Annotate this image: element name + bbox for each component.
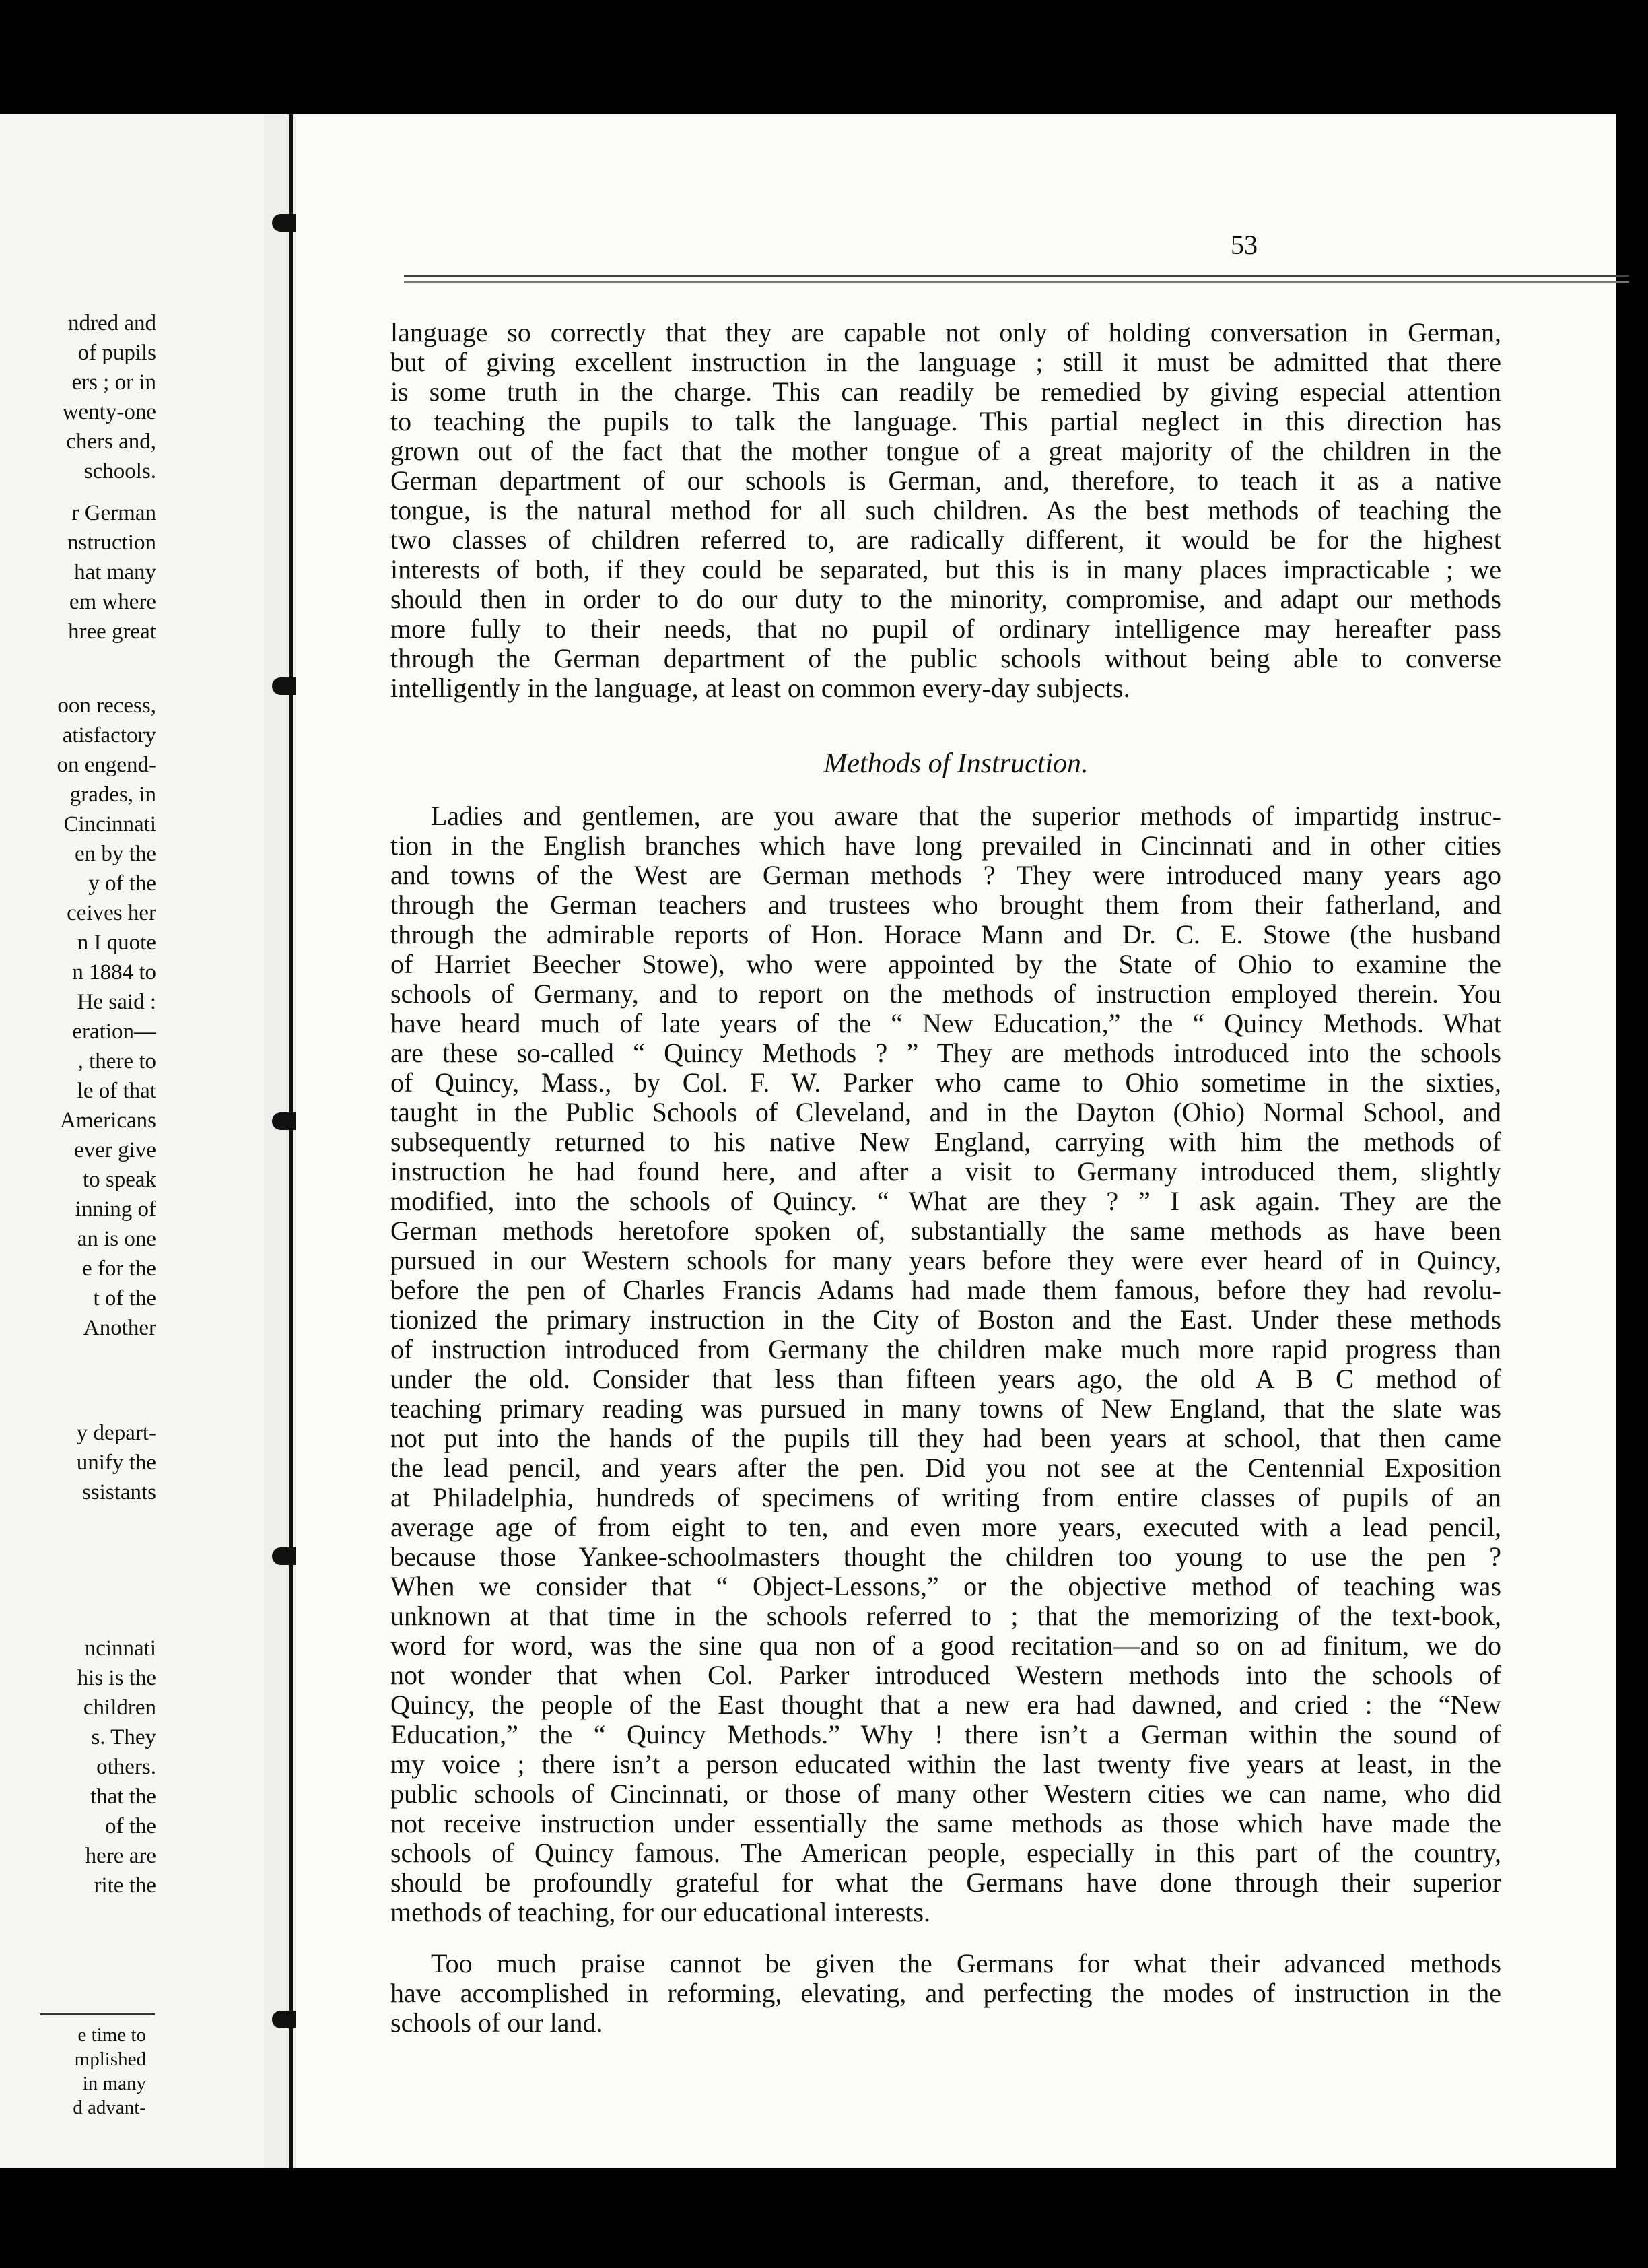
text-line: before the pen of Charles Francis Adams had made them famous, before they had revolu- bbox=[390, 1275, 1501, 1305]
text-line: Education,” the “ Quincy Methods.” Why ! there isn’t a German within the sound of bbox=[390, 1719, 1501, 1749]
text-line: because those Yankee-schoolmasters thought the children too young to use the pen ? bbox=[390, 1541, 1501, 1572]
left-page-line: em where bbox=[69, 590, 156, 614]
text-line: schools of our land. bbox=[390, 2007, 603, 2038]
left-page-line: atisfactory bbox=[62, 723, 156, 747]
left-page-line: le of that bbox=[77, 1079, 156, 1103]
text-line: of instruction introduced from Germany the children make much more rapid progress than bbox=[390, 1334, 1501, 1364]
left-page-line: nstruction bbox=[67, 531, 156, 555]
left-page-line: t of the bbox=[93, 1286, 156, 1310]
text-line: interests of both, if they could be separated, but this is in many places impracticable ; we bbox=[390, 554, 1501, 585]
left-page-line: children bbox=[83, 1696, 156, 1720]
left-page-line: He said : bbox=[77, 990, 156, 1014]
left-page-line: eration— bbox=[72, 1020, 156, 1044]
text-line: German methods heretofore spoken of, substantially the same methods as have been bbox=[390, 1215, 1501, 1246]
left-page-line: n I quote bbox=[77, 931, 156, 955]
text-line: not receive instruction under essentially the same methods as those which have made the bbox=[390, 1808, 1501, 1838]
text-line: Too much praise cannot be given the Germans for what their advanced methods bbox=[431, 1948, 1501, 1978]
text-line: When we consider that “ Object-Lessons,” or the objective method of teaching was bbox=[390, 1571, 1501, 1601]
text-line: tionized the primary instruction in the City of Boston and the East. Under these methods bbox=[390, 1304, 1501, 1335]
text-line: two classes of children referred to, are radically different, it would be for the highest bbox=[390, 525, 1501, 555]
left-page-line: chers and, bbox=[66, 430, 156, 454]
left-page-line: inning of bbox=[75, 1197, 156, 1222]
left-page-footnote-line: e time to bbox=[77, 2024, 146, 2046]
text-line: through the German teachers and trustees who brought them from their fatherland, and bbox=[390, 890, 1501, 920]
left-page-line: n 1884 to bbox=[72, 960, 156, 985]
text-line: average age of from eight to ten, and even more years, executed with a lead pencil, bbox=[390, 1512, 1501, 1542]
left-page-line: grades, in bbox=[69, 782, 156, 807]
text-line: to teaching the pupils to talk the language. This partial neglect in this direction has bbox=[390, 406, 1501, 436]
text-line: unknown at that time in the schools referred to ; that the memorizing of the text-book, bbox=[390, 1601, 1501, 1631]
left-page-line: Another bbox=[83, 1316, 156, 1340]
left-page-line: unify the bbox=[76, 1450, 156, 1475]
scan-border bbox=[0, 2168, 1648, 2268]
left-page-line: an is one bbox=[77, 1227, 156, 1251]
text-line: tion in the English branches which have long prevailed in Cincinnati and in other cities bbox=[390, 830, 1501, 861]
text-line: pursued in our Western schools for many years before they were ever heard of in Quincy, bbox=[390, 1245, 1501, 1275]
left-page-line: ndred and bbox=[67, 311, 156, 335]
left-page-line: that the bbox=[90, 1785, 156, 1809]
text-line: teaching primary reading was pursued in many towns of New England, that the slate was bbox=[390, 1393, 1501, 1424]
text-line: not put into the hands of the pupils till they had been years at school, that then came bbox=[390, 1423, 1501, 1453]
text-line: modified, into the schools of Quincy. “ What are they ? ” I ask again. They are the bbox=[390, 1186, 1501, 1216]
text-line: taught in the Public Schools of Cleveland, and in the Dayton (Ohio) Normal School, and bbox=[390, 1097, 1501, 1127]
text-line: instruction he had found here, and after a visit to Germany introduced them, slightly bbox=[390, 1156, 1501, 1187]
text-line: under the old. Consider that less than fifteen years ago, the old A B C method of bbox=[390, 1364, 1501, 1394]
text-line: Ladies and gentlemen, are you aware that the superior methods of impartidg instruc- bbox=[431, 801, 1501, 831]
header-rule bbox=[404, 281, 1629, 283]
left-page-line: y depart- bbox=[76, 1421, 156, 1445]
binding-line bbox=[289, 114, 293, 2168]
text-line: through the admirable reports of Hon. Horace Mann and Dr. C. E. Stowe (the husband bbox=[390, 919, 1501, 949]
left-page-line: ers ; or in bbox=[71, 370, 156, 395]
text-line: intelligently in the language, at least on common every-day subjects. bbox=[390, 673, 1130, 703]
previous-page-fragment bbox=[0, 114, 264, 2168]
text-line: should be profoundly grateful for what the Germans have done through their superior bbox=[390, 1867, 1501, 1898]
left-page-line: Cincinnati bbox=[63, 812, 156, 836]
text-line: have accomplished in reforming, elevating, and perfecting the modes of instruction in the bbox=[390, 1978, 1501, 2008]
left-page-line: ceives her bbox=[67, 901, 156, 925]
text-line: more fully to their needs, that no pupil of ordinary intelligence may hereafter pass bbox=[390, 613, 1501, 644]
text-line: my voice ; there isn’t a person educated within the last twenty five years at least, in the bbox=[390, 1749, 1501, 1779]
left-page-line: schools. bbox=[83, 459, 156, 483]
text-line: should then in order to do our duty to the minority, compromise, and adapt our methods bbox=[390, 584, 1501, 614]
left-page-line: e for the bbox=[82, 1257, 156, 1281]
text-line: through the German department of the public schools without being able to converse bbox=[390, 643, 1501, 673]
left-page-line: others. bbox=[96, 1755, 156, 1779]
left-page-line: ever give bbox=[74, 1138, 156, 1162]
left-page-line: hat many bbox=[74, 560, 156, 585]
left-page-line: wenty-one bbox=[62, 400, 156, 424]
left-page-line: on engend- bbox=[57, 753, 156, 777]
text-line: schools of Quincy famous. The American people, especially in this part of the country, bbox=[390, 1838, 1501, 1868]
left-page-line: , there to bbox=[77, 1049, 156, 1073]
text-line: schools of Germany, and to report on the methods of instruction employed therein. You bbox=[390, 978, 1501, 1009]
text-line: have heard much of late years of the “ New Education,” the “ Quincy Methods. What bbox=[390, 1008, 1501, 1038]
left-page-line: hree great bbox=[68, 620, 156, 644]
text-line: subsequently returned to his native New England, carrying with him the methods of bbox=[390, 1127, 1501, 1157]
header-rule bbox=[404, 275, 1629, 277]
text-line: methods of teaching, for our educational interests. bbox=[390, 1897, 930, 1927]
section-heading: Methods of Instruction. bbox=[823, 748, 1089, 779]
text-line: word for word, was the sine qua non of a good recitation—and so on ad finitum, we do bbox=[390, 1630, 1501, 1661]
text-line: public schools of Cincinnati, or those of many other Western cities we can name, who did bbox=[390, 1778, 1501, 1809]
left-page-footnote-line: in many bbox=[82, 2073, 146, 2094]
left-page-line: ssistants bbox=[81, 1480, 156, 1504]
text-line: German department of our schools is German, and, therefore, to teach it as a native bbox=[390, 465, 1501, 496]
left-page-line: s. They bbox=[91, 1725, 156, 1749]
left-page-line: of pupils bbox=[77, 341, 156, 365]
text-line: but of giving excellent instruction in the language ; still it must be admitted that there bbox=[390, 347, 1501, 377]
left-page-line: to speak bbox=[82, 1168, 156, 1192]
text-line: tongue, is the natural method for all such children. As the best methods of teaching the bbox=[390, 495, 1501, 525]
left-page-line: of the bbox=[104, 1814, 156, 1838]
page-number: 53 bbox=[1231, 230, 1258, 260]
left-page-line: ncinnati bbox=[84, 1636, 156, 1661]
text-line: the lead pencil, and years after the pen. Did you not see at the Centennial Exposition bbox=[390, 1453, 1501, 1483]
left-page-line: rite the bbox=[94, 1873, 156, 1898]
document-page bbox=[296, 114, 1616, 2168]
text-line: of Quincy, Mass., by Col. F. W. Parker who came to Ohio sometime in the sixties, bbox=[390, 1067, 1501, 1098]
left-page-line: Americans bbox=[60, 1108, 156, 1133]
text-line: Quincy, the people of the East thought that a new era had dawned, and cried : the “New bbox=[390, 1690, 1501, 1720]
left-page-line: r German bbox=[71, 501, 156, 525]
text-line: at Philadelphia, hundreds of specimens of writing from entire classes of pupils of an bbox=[390, 1482, 1501, 1512]
text-line: not wonder that when Col. Parker introduced Western methods into the schools of bbox=[390, 1660, 1501, 1690]
text-line: grown out of the fact that the mother tongue of a great majority of the children in the bbox=[390, 436, 1501, 466]
left-page-line: here are bbox=[85, 1844, 156, 1868]
footnote-rule bbox=[40, 2013, 155, 2015]
left-page-footnote-line: mplished bbox=[74, 2048, 146, 2070]
text-line: and towns of the West are German methods ? They were introduced many years ago bbox=[390, 860, 1501, 890]
left-page-footnote-line: d advant- bbox=[73, 2097, 146, 2119]
text-line: is some truth in the charge. This can readily be remedied by giving especial attention bbox=[390, 376, 1501, 407]
left-page-line: oon recess, bbox=[57, 694, 156, 718]
text-line: language so correctly that they are capable not only of holding conversation in German, bbox=[390, 317, 1501, 347]
text-line: are these so-called “ Quincy Methods ? ” They are methods introduced into the schools bbox=[390, 1038, 1501, 1068]
left-page-line: y of the bbox=[88, 871, 156, 896]
text-line: of Harriet Beecher Stowe), who were appointed by the State of Ohio to examine the bbox=[390, 949, 1501, 979]
left-page-line: en by the bbox=[75, 842, 156, 866]
left-page-line: his is the bbox=[77, 1666, 156, 1690]
